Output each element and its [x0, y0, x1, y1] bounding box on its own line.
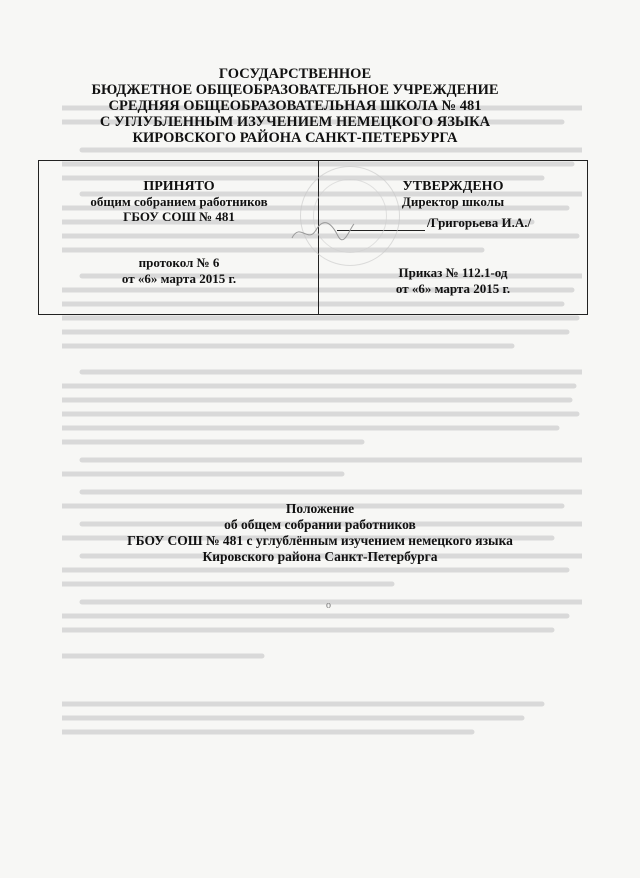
- protocol-date: от «6» марта 2015 г.: [121, 271, 237, 286]
- order-date: от «6» марта 2015 г.: [395, 281, 511, 296]
- title-line-3: ГБОУ СОШ № 481 с углублённым изучением немецкого языка: [127, 533, 513, 548]
- approved-title: УТВЕРЖДЕНО: [402, 179, 504, 194]
- accepted-cell: [39, 161, 319, 314]
- header-line-2: БЮДЖЕТНОЕ ОБЩЕОБРАЗОВАТЕЛЬНОЕ УЧРЕЖДЕНИЕ: [91, 82, 499, 98]
- header-line-5: КИРОВСКОГО РАЙОНА САНКТ-ПЕТЕРБУРГА: [132, 130, 458, 146]
- protocol-number: протокол № 6: [138, 255, 220, 270]
- approver-position: Директор школы: [401, 194, 505, 209]
- protocol-block: [39, 255, 319, 287]
- handwritten-signature: [288, 218, 358, 246]
- header-line-3: СРЕДНЯЯ ОБЩЕОБРАЗОВАТЕЛЬНАЯ ШКОЛА № 481: [108, 98, 482, 114]
- accepted-block: [39, 179, 319, 224]
- title-line-1: Положение: [285, 501, 355, 516]
- order-number: Приказ № 112.1-од: [398, 265, 508, 280]
- title-line-4: Кировского района Санкт-Петербурга: [202, 549, 438, 564]
- school-header: [60, 66, 530, 146]
- document-title: [100, 501, 540, 565]
- approver-name: /Григорьева И.А./: [427, 215, 532, 230]
- header-line-1: ГОСУДАРСТВЕННОЕ: [218, 66, 372, 82]
- order-block: [319, 265, 587, 297]
- accepted-title: ПРИНЯТО: [143, 179, 215, 194]
- school-stamp: [300, 166, 400, 266]
- header-line-4: С УГЛУБЛЕННЫМ ИЗУЧЕНИЕМ НЕМЕЦКОГО ЯЗЫКА: [99, 114, 491, 130]
- title-line-2: об общем собрании работников: [224, 517, 416, 532]
- accepted-by-line-1: общим собранием работников: [90, 194, 268, 209]
- page-mark: о: [326, 600, 331, 611]
- accepted-by-line-2: ГБОУ СОШ № 481: [123, 209, 235, 224]
